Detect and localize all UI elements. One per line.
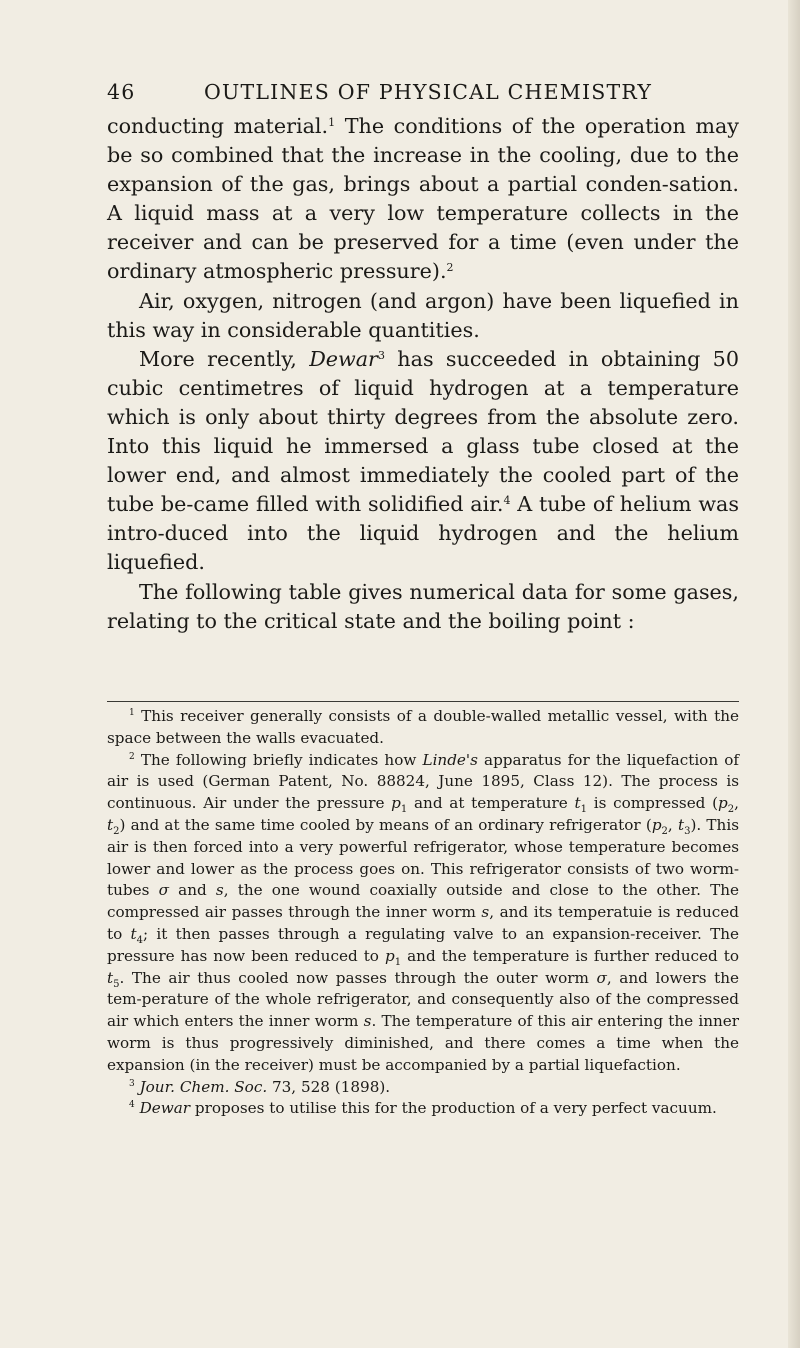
name-dewar: Dewar	[309, 346, 378, 371]
footnote-ref-4: 4	[503, 494, 511, 508]
name-linde: Linde's	[422, 750, 478, 769]
paragraph-4: The following table gives numerical data for some gases, relating to the critical state and the boiling point :	[107, 579, 739, 633]
footnote-ref-3: 3	[377, 348, 385, 362]
running-title: OUTLINES OF PHYSICAL CHEMISTRY	[204, 80, 653, 104]
journal-title: Jour. Chem. Soc.	[139, 1077, 268, 1096]
footnote-1: $^1$ This receiver generally consists of a double-walled metallic vessel, with the space between the walls evacuated.	[107, 707, 739, 747]
footnotes	[107, 706, 739, 1120]
footnote-ref-1: 1	[328, 116, 336, 129]
paragraph-1: conducting material.$^1$ The conditions of the operation may be so combined that the increase in the cooling, due to the expansion of the gas, brings about a partial conden-sation. A liquid mass at a very low temperature collects in the receiver and can be preserved for a time (even under the ordinary atmospheric pressure).$^2$	[107, 114, 739, 284]
footnote-3: $^3$ Jour. Chem. Soc. 73, 528 (1898).	[129, 1077, 391, 1096]
name-dewar-footnote: Dewar	[139, 1099, 191, 1118]
running-head	[107, 80, 739, 110]
paragraph-2: Air, oxygen, nitrogen (and argon) have been liquefied in this way in considerable quantities.	[107, 288, 739, 342]
body-text	[107, 112, 739, 636]
footnote-rule	[107, 701, 739, 702]
footnote-2: $^2$ The following briefly indicates how Linde's apparatus for the liquefaction of air is used (German Patent, No. 88824, June 1895, Class 12). The process is continuous. Air under the pressure $p_1$ and at temperature $t_1$ is compressed ($p_2$, $t_2$) and at the same time cooled by means of an ordinary refrigerator ($p_2$, $t_3$). This air is then forced into a very powerful refrigerator, whose temperature becomes lower and lower as the process goes on. This refrigerator consists of two worm-tubes σ and s, the one wound coaxially outside and close to the other. The compressed air passes through the inner worm s, and its temperatuie is reduced to $t_4$; it then passes through a regulating valve to an expansion-receiver. The pressure has now been reduced to $p_1$ and the temperature is further reduced to $t_5$. The air thus cooled now passes through the outer worm σ, and lowers the tem-perature of the whole refrigerator, and consequently also of the compressed air which enters the inner worm s. The temperature of this air entering the inner worm is thus progressively diminished, and there comes a time when the expansion (in the receiver) must be accompanied by a partial liquefaction.	[107, 750, 740, 1074]
paragraph-3: More recently, Dewar$^3$ has succeeded in obtaining 50 cubic centimetres of liquid hydrogen at a temperature which is only about thirty degrees from the absolute zero. Into this liquid he immersed a glass tube closed at the lower end, and almost immediately the cooled part of the tube be-came filled with solidified air.$^4$ A tube of helium was intro-duced into the liquid hydrogen and the helium liquefied.	[107, 346, 739, 575]
page-number: 46	[107, 80, 136, 104]
footnote-4: $^4$ Dewar proposes to utilise this for the production of a very perfect vacuum.	[129, 1099, 717, 1118]
footnote-ref-2: 2	[446, 261, 454, 275]
page-edge	[788, 0, 800, 1348]
